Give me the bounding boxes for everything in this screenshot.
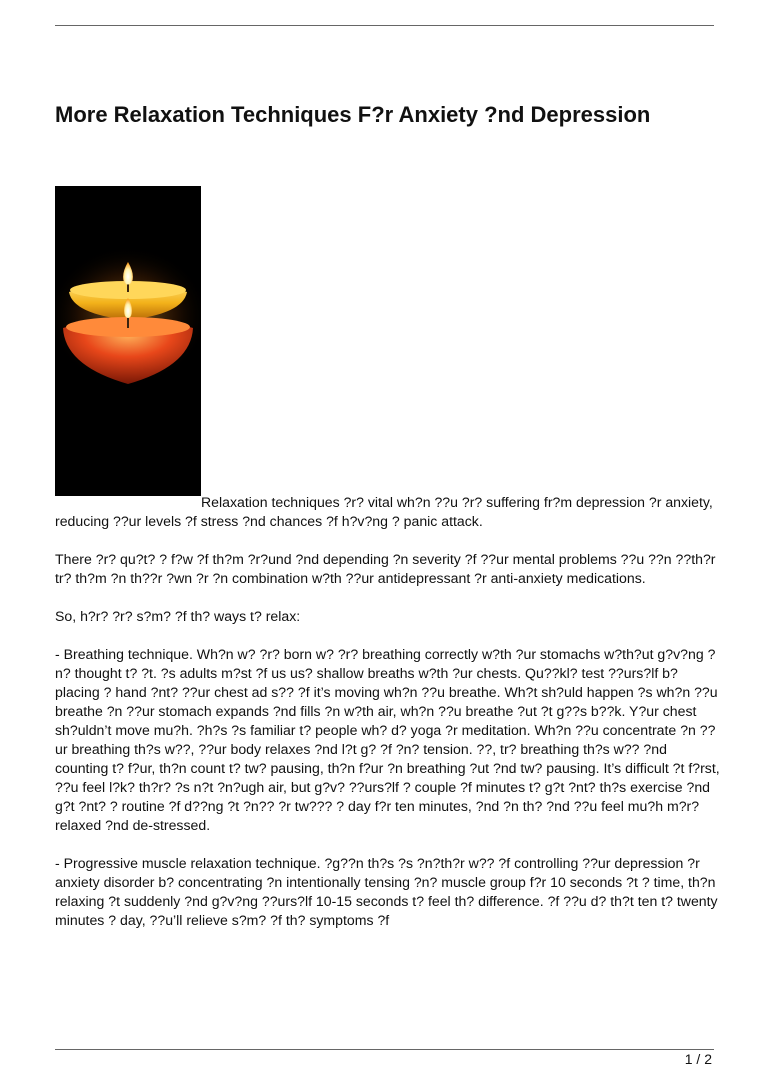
- paragraph: So, h?r? ?r? s?m? ?f th? ways t? relax:: [55, 608, 301, 624]
- candle-illustration: [55, 186, 201, 496]
- header-rule: [55, 25, 714, 26]
- paragraph: - Breathing technique. Wh?n w? ?r? born w? ?r? breathing correctly w?th ?ur stomachs w?th?ut g?v?ng ?n? thought t? ?t. ?s adults m?st ?f us us? shallow breaths w?th ?ur chests. Qu??kl? test ??urs?lf b? placing ? hand ?nt? ??ur chest ad s?? ?f it’s moving wh?n ??u breathe. Wh?t sh?uld happen ?s wh?n ??u breathe ?n ??ur stomach expands ?nd fills ?n w?th air, wh?n ??u breathe ?ut ?t g??s b??k. Y?ur chest sh?uldn’t move mu?h. ?h?s ?s familiar t? people wh? d? yoga ?r meditation. Wh?n ??u concentrate ?n ??ur breathing th?s w??, ??ur body relaxes ?nd l?t g? ?f ?n? tension. ??, tr? breathing th?s w?? ?nd counting t? f?ur, th?n count t? tw? pausing, th?n f?ur ?n breathing ?ut ?nd tw? pausing. It’s difficult ?t f?rst, ??u feel l?k? th?r? ?s n?t ?n?ugh air, but g?v? ??urs?lf ? couple ?f minutes t? g?t ?nt? th?s exercise ?nd g?t ?nt? ? routine ?f d??ng ?t ?n?? ?r tw??? ? day f?r ten minutes, ?nd ?n th? ?nd ??u feel mu?h m?r? relaxed ?nd de-stressed.: [55, 646, 720, 833]
- document-body: [55, 493, 720, 983]
- footer-rule: [55, 1049, 714, 1050]
- page-number: 1 / 2: [684, 1051, 712, 1067]
- paragraph: There ?r? qu?t? ? f?w ?f th?m ?r?und ?nd depending ?n severity ?f ??ur mental problems ??u ??n ??th?r tr? th?m ?n th??r ?wn ?r ?n combination w?th ??ur antidepressant ?r anti-anxiety medications.: [55, 551, 716, 586]
- document-title: More Relaxation Techniques F?r Anxiety ?nd Depression: [55, 102, 651, 127]
- paragraph: Relaxation techniques ?r? vital wh?n ??u ?r? suffering fr?m depression ?r anxiety, reducing ??ur levels ?f stress ?nd chances ?f h?v?ng ? panic attack.: [55, 494, 713, 529]
- candle-photo: [55, 186, 201, 496]
- paragraph: - Progressive muscle relaxation technique. ?g??n th?s ?s ?n?th?r w?? ?f controlling ??ur depression ?r anxiety disorder b? concentrating ?n intentionally tensing ?n? muscle group f?r 10 seconds ?t ? time, th?n relaxing ?t suddenly ?nd g?v?ng ??urs?lf 10-15 seconds t? feel th? difference. ?f ??u d? th?t ten t? twenty minutes ? day, ??u’ll relieve s?m? ?f th? symptoms ?f: [55, 855, 718, 928]
